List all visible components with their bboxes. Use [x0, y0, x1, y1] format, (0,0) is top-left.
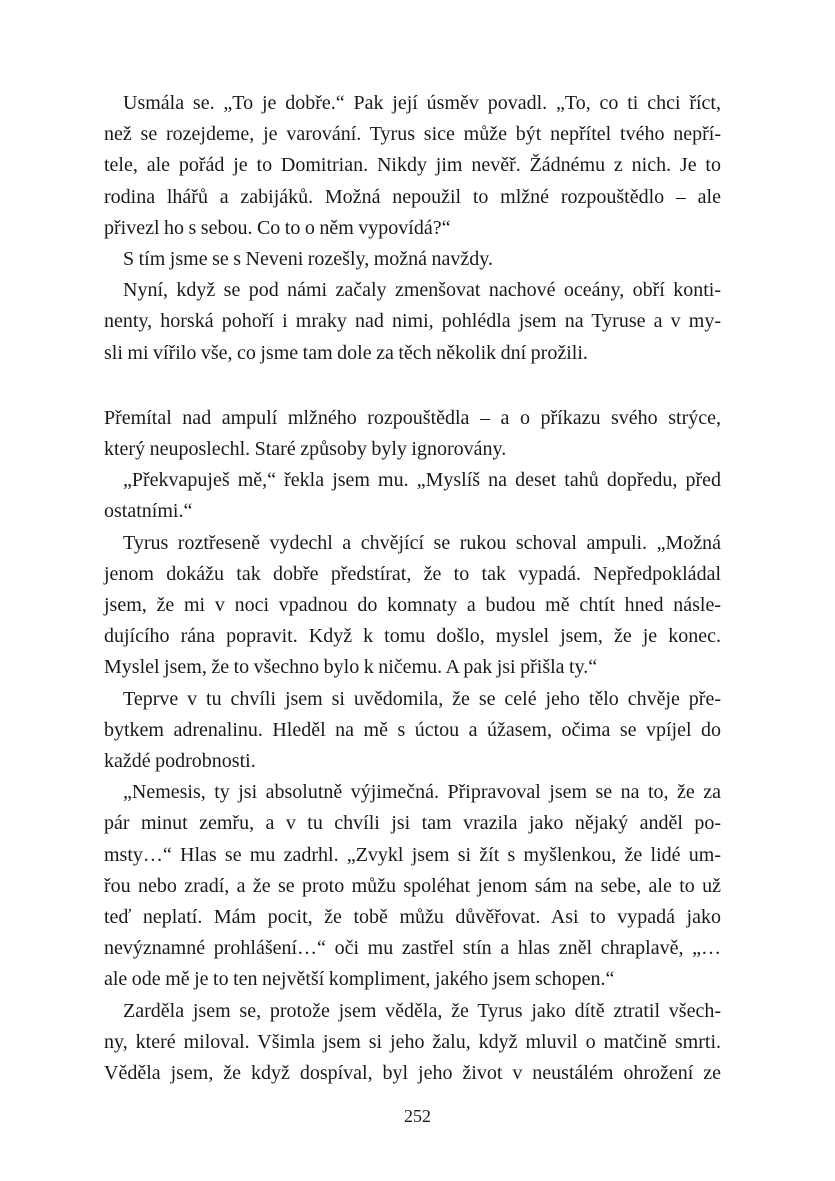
text-line: S tím jsme se s Neveni rozešly, možná navždy.	[123, 248, 493, 270]
text-line: sli mi vířilo vše, co jsme tam dole za těch několik dní prožili.	[104, 342, 588, 364]
text-line: „Nemesis, ty jsi absolutně výjimečná. Připravoval jsem se na to, že za	[123, 781, 721, 803]
text-line: nenty, horská pohoří i mraky nad nimi, pohlédla jsem na Tyruse a v my-	[104, 310, 721, 332]
text-line: nevýznamné prohlášení…“ oči mu zastřel stín a hlas zněl chraplavě, „…	[104, 937, 721, 959]
text-line: dujícího rána popravit. Když k tomu došlo, myslel jsem, že je konec.	[104, 625, 721, 647]
text-line: ostatními.“	[104, 500, 193, 522]
text-line: jsem, že mi v noci vpadnou do komnaty a budou mě chtít hned násle-	[104, 594, 721, 616]
text-line: jenom dokážu tak dobře předstírat, že to tak vypadá. Nepředpokládal	[104, 563, 721, 585]
text-line: Teprve v tu chvíli jsem si uvědomila, že se celé jeho tělo chvěje pře-	[123, 688, 721, 710]
text-line: rodina lhářů a zabijáků. Možná nepoužil to mlžné rozpouštědlo – ale	[104, 186, 721, 208]
text-line: „Překvapuješ mě,“ řekla jsem mu. „Myslíš na deset tahů dopředu, před	[123, 469, 721, 491]
text-line: Nyní, když se pod námi začaly zmenšovat nachové oceány, obří konti-	[123, 279, 721, 301]
page-number: 252	[404, 1106, 431, 1126]
text-line: pár minut zemřu, a v tu chvíli jsi tam vrazila jako nějaký anděl po-	[104, 812, 721, 834]
text-line: Myslel jsem, že to všechno bylo k ničemu. A pak jsi přišla ty.“	[104, 656, 598, 678]
text-line: bytkem adrenalinu. Hleděl na mě s úctou a úžasem, očima se vpíjel do	[104, 719, 721, 741]
text-line: tele, ale pořád je to Domitrian. Nikdy jim nevěř. Žádnému z nich. Je to	[104, 154, 721, 176]
text-line: teď neplatí. Mám pocit, že tobě můžu důvěřovat. Asi to vypadá jako	[104, 906, 721, 928]
text-line: Přemítal nad ampulí mlžného rozpouštědla – a o příkazu svého strýce,	[104, 407, 721, 429]
text-line: Tyrus roztřeseně vydechl a chvějící se rukou schoval ampuli. „Možná	[123, 532, 721, 554]
text-line: ale ode mě je to ten největší kompliment, jakého jsem schopen.“	[104, 968, 615, 990]
text-line: než se rozejdeme, je varování. Tyrus sice může být nepřítel tvého nepří-	[104, 123, 721, 145]
text-line: který neuposlechl. Staré způsoby byly ignorovány.	[104, 438, 507, 460]
text-line: Usmála se. „To je dobře.“ Pak její úsměv povadl. „To, co ti chci říct,	[123, 92, 721, 114]
text-line: Věděla jsem, že když dospíval, byl jeho život v neustálém ohrožení ze	[104, 1062, 721, 1084]
text-line: Zarděla jsem se, protože jsem věděla, že Tyrus jako dítě ztratil všech-	[123, 1000, 721, 1022]
text-line: ny, které miloval. Všimla jsem si jeho žalu, když mluvil o matčině smrti.	[104, 1031, 721, 1053]
text-line: každé podrobnosti.	[104, 750, 256, 772]
text-line: msty…“ Hlas se mu zadrhl. „Zvykl jsem si žít s myšlenkou, že lidé um-	[104, 844, 721, 866]
text-line: přivezl ho s sebou. Co to o něm vypovídá?“	[104, 217, 451, 239]
text-line: řou nebo zradí, a že se proto můžu spoléhat jenom sám na sebe, ale to už	[104, 875, 721, 897]
